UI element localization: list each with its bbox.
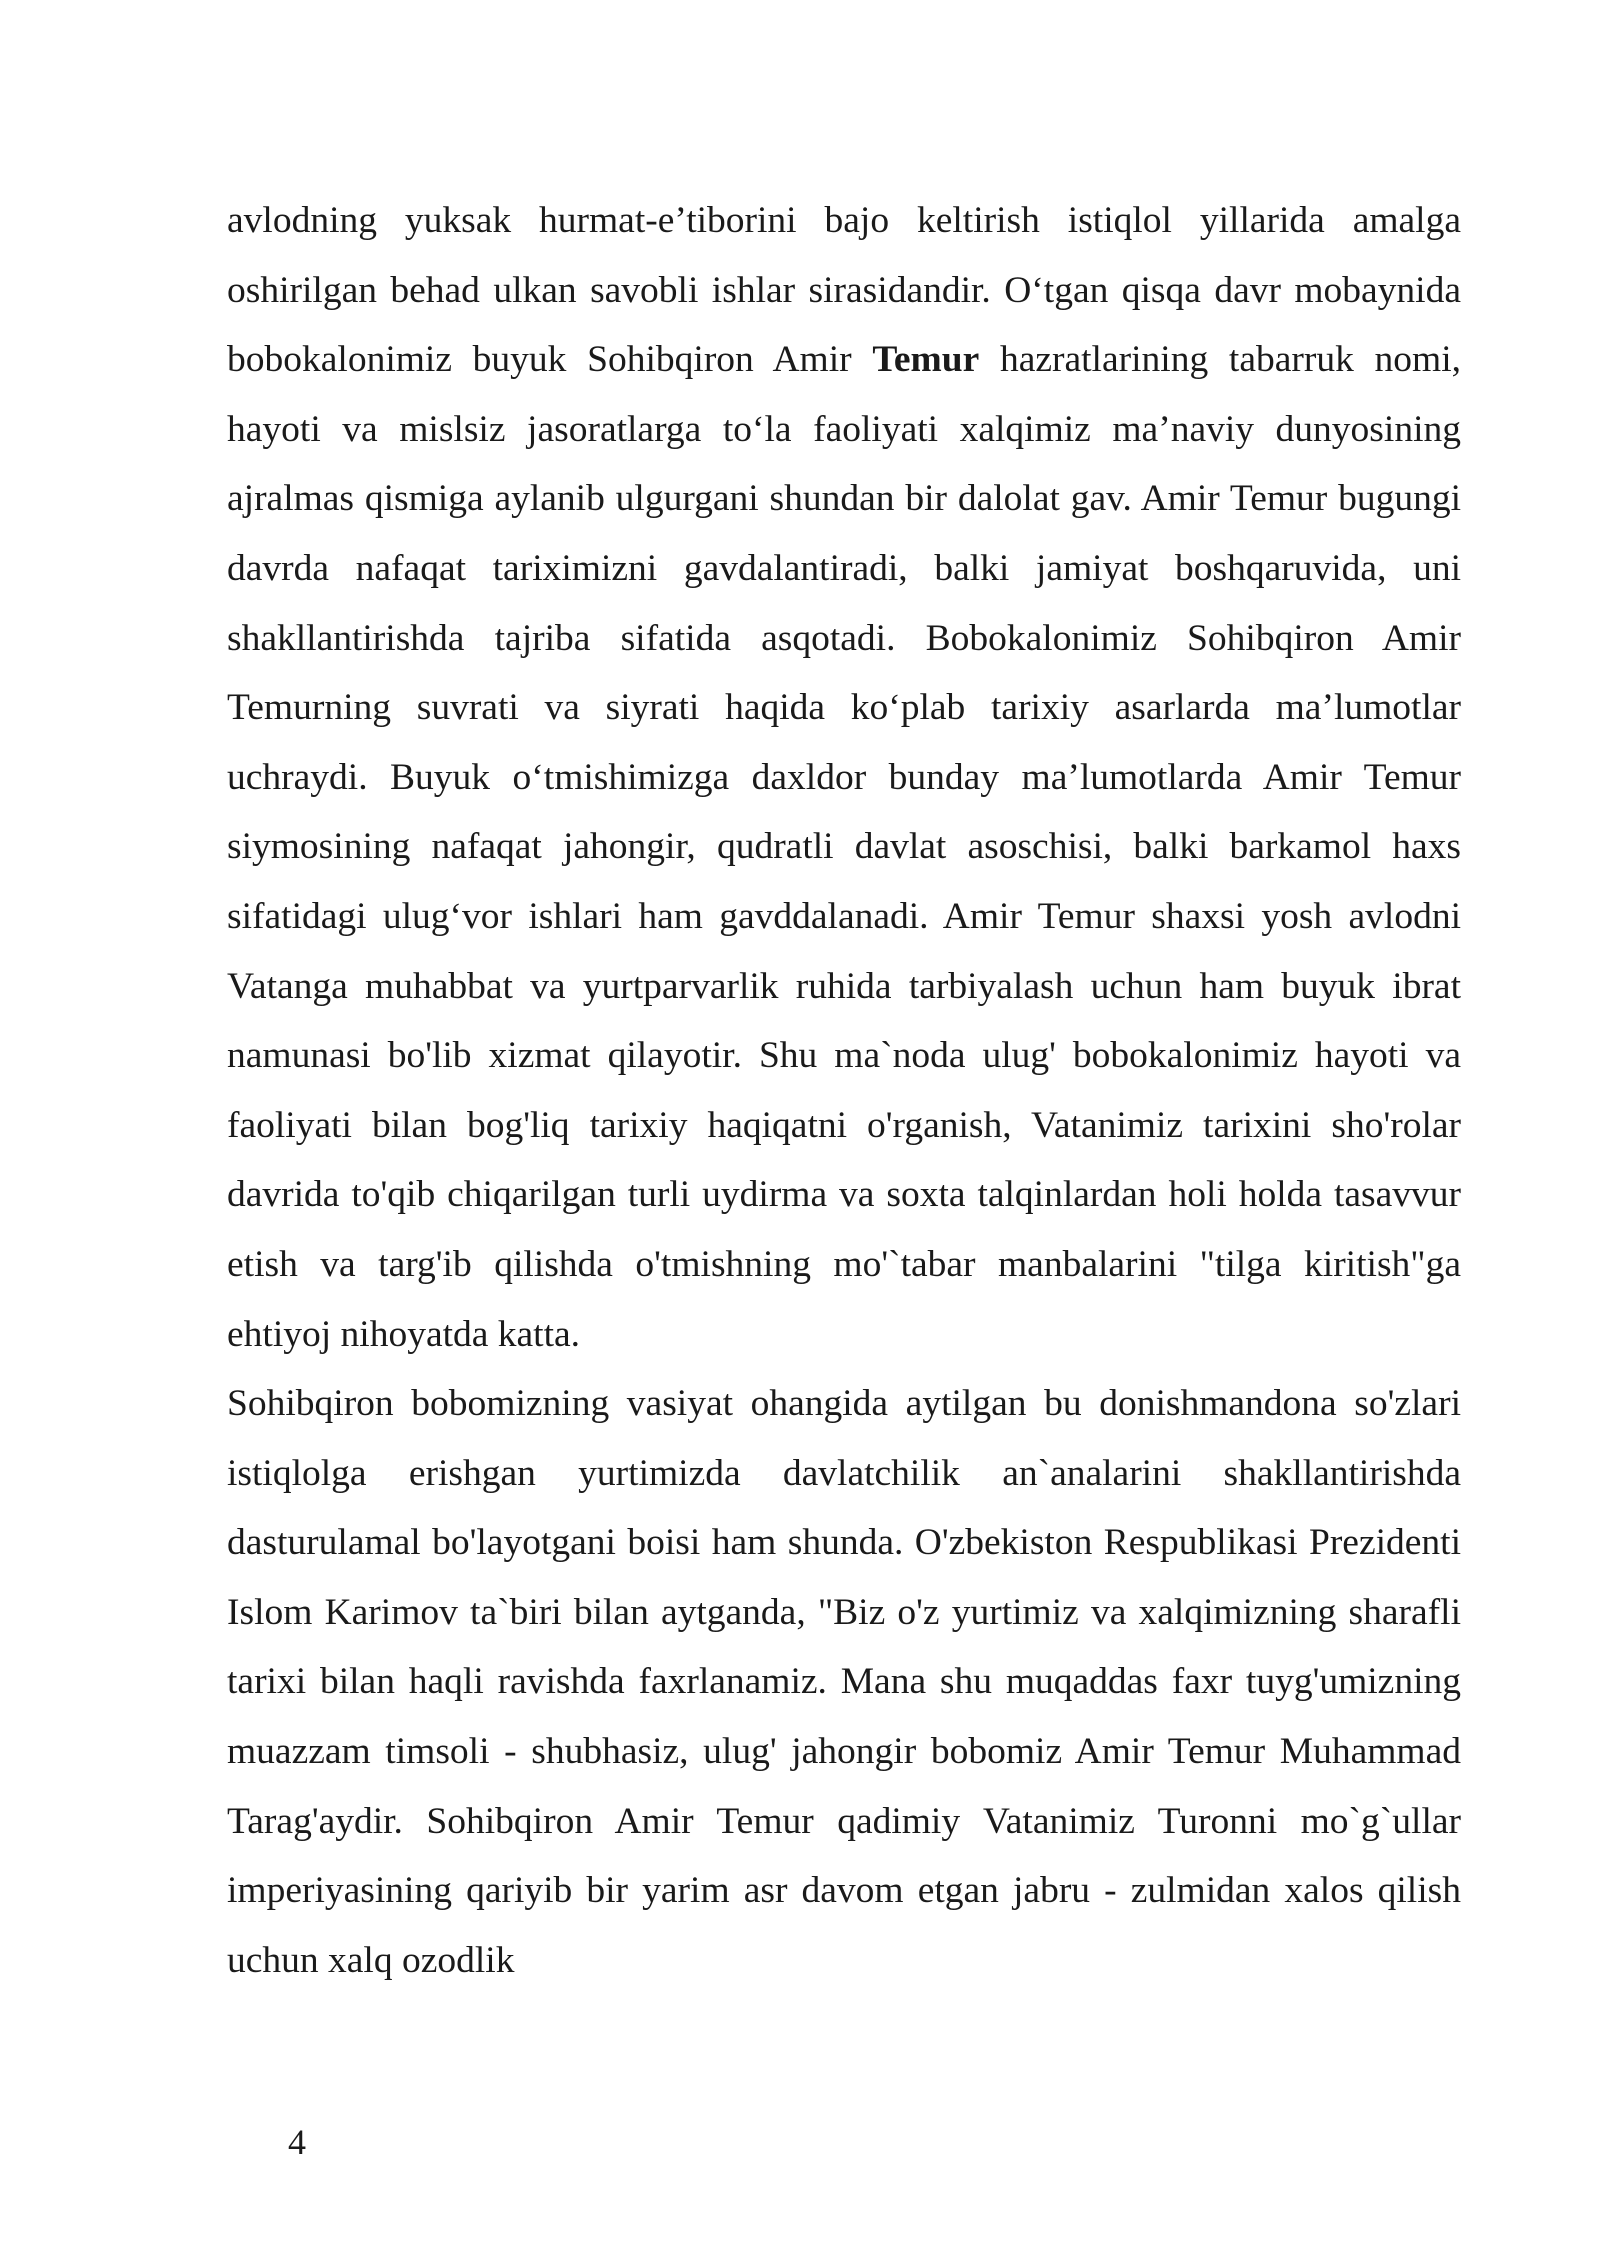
body-text	[227, 186, 1461, 1995]
paragraph-2: Sohibqiron bobomizning vasiyat ohangida aytilgan bu donishmandona so'zlari istiqlolga erishgan yurtimizda davlatchilik an`analarini shakllantirishda dasturulamal bo'layotgani boisi ham shunda. O'zbekiston Respublikasi Prezidenti Islom Karimov ta`biri bilan aytganda, "Biz o'z yurtimiz va xalqimizning sharafli tarixi bilan haqli ravishda faxrlanamiz. Mana shu muqaddas faxr tuyg'umizning muazzam timsoli - shubhasiz, ulug' jahongir bobomiz Amir Temur Muhammad Tarag'aydir. Sohibqiron Amir Temur qadimiy Vatanimiz Turonni mo`g`ullar imperiyasining qariyib bir yarim asr davom etgan jabru - zulmidan xalos qilish uchun xalq ozodlik	[227, 1383, 1461, 1981]
paragraph-1-text-end: hazratlarining tabarruk nomi, hayoti va mislsiz jasoratlarga to‘la faoliyati xalqimiz ma’naviy dunyosining ajralmas qismiga aylanib ulgurgani shundan bir dalolat gav. Amir Temur bugungi davrda nafaqat tariximizni gavdalantiradi, balki jamiyat boshqaruvida, uni shakllantirishda tajriba sifatida asqotadi. Bobokalonimiz Sohibqiron Amir Temurning suvrati va siyrati haqida ko‘plab tarixiy asarlarda ma’lumotlar uchraydi. Buyuk o‘tmishimizga daxldor bunday ma’lumotlarda Amir Temur siymosining nafaqat jahongir, qudratli davlat asoschisi, balki barkamol haxs sifatidagi ulug‘vor ishlari ham gavddalanadi. Amir Temur shaxsi yosh avlodni Vatanga muhabbat va yurtparvarlik ruhida tarbiyalash uchun ham buyuk ibrat namunasi bo'lib xizmat qilayotir. Shu ma`noda ulug' bobokalonimiz hayoti va faoliyati bilan bog'liq tarixiy haqiqatni o'rganish, Vatanimiz tarixini sho'rolar davrida to'qib chiqarilgan turli uydirma va soxta talqinlardan holi holda tasavvur etish va targ'ib qilishda o'tmishning mo'`tabar manbalarini "tilga kiritish"ga ehtiyoj nihoyatda katta.	[227, 339, 1462, 1355]
bold-word-temur: Temur	[872, 339, 980, 381]
paragraph-1	[227, 186, 1461, 1369]
paragraph-1-text-start: avlodning yuksak hurmat-e’tiborini bajo keltirish istiqlol yillarida amalga oshirilgan behad ulkan savobli ishlar sirasidandir. O‘tgan qisqa davr mobaynida bobokalonimiz buyuk Sohibqiron Amir	[227, 200, 1461, 381]
page-number: 4	[288, 2122, 306, 2162]
